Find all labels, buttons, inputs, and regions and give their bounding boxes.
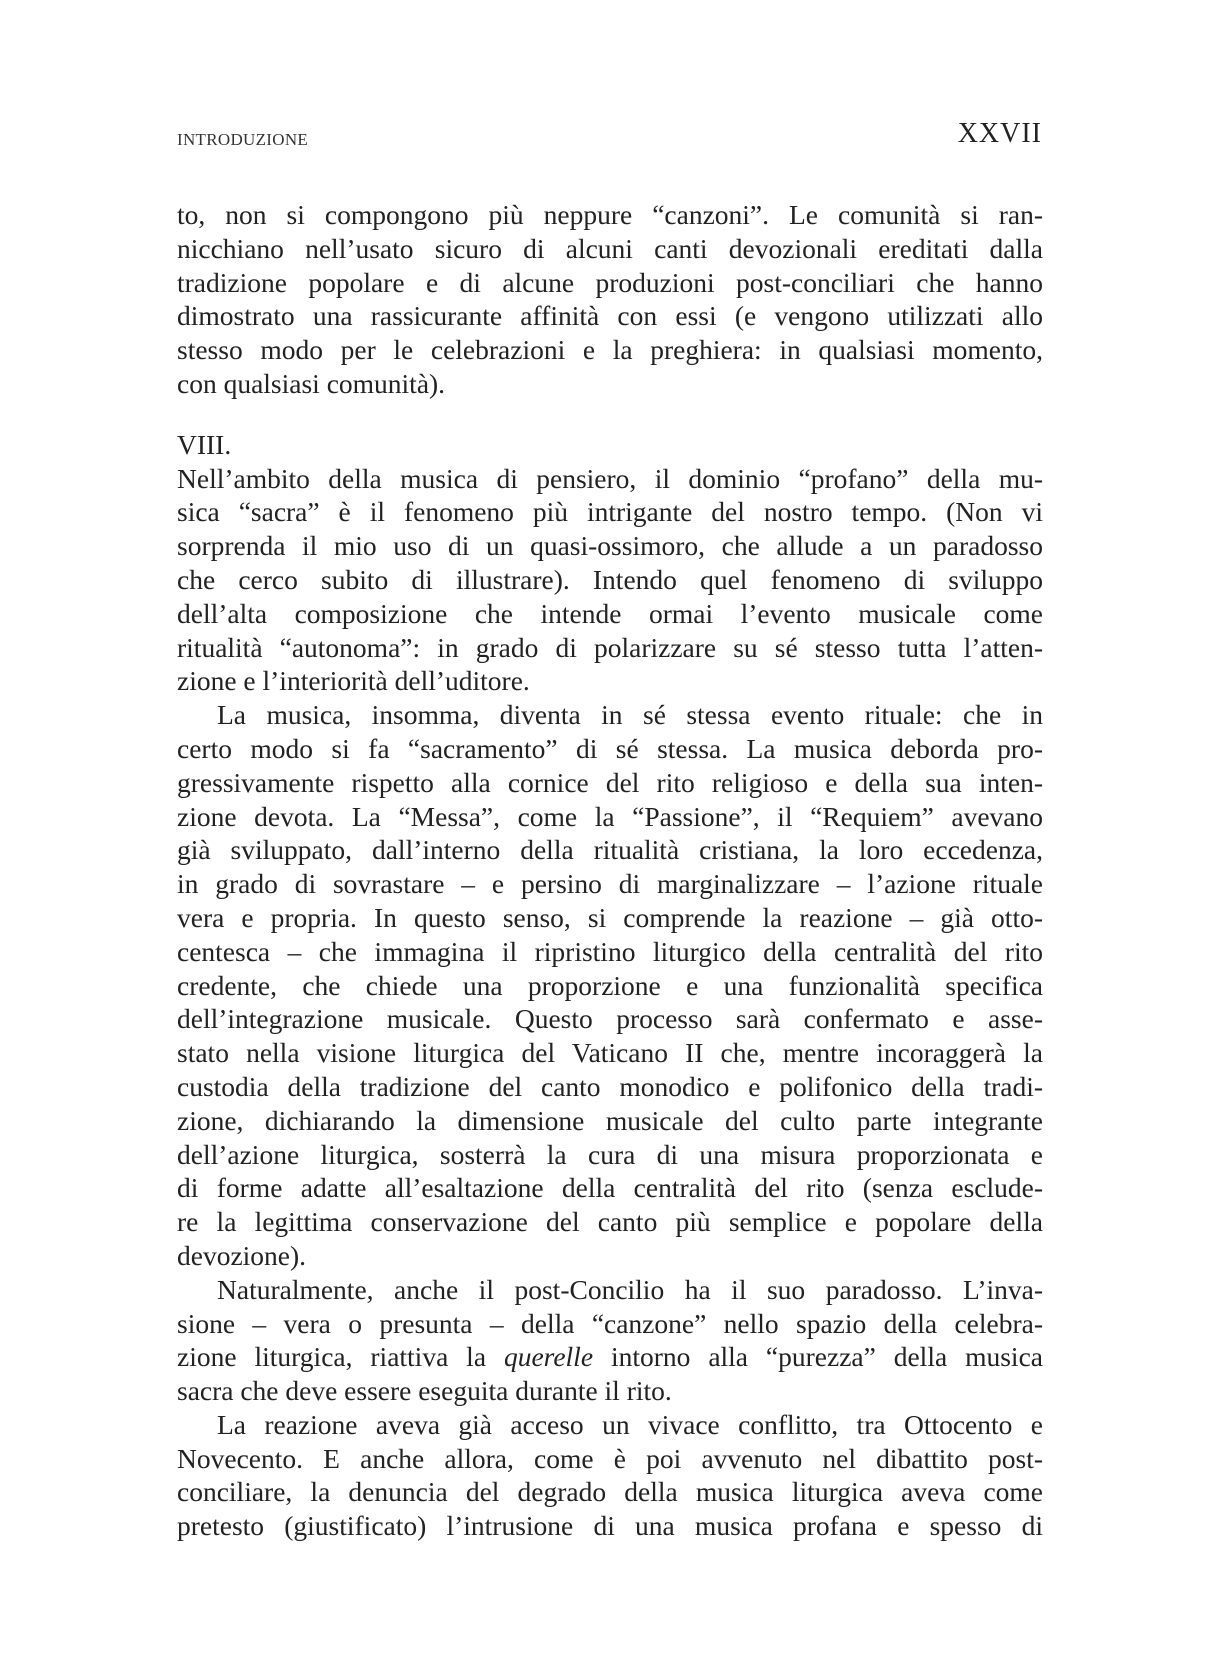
italic-term: querelle	[503, 1341, 594, 1373]
text-line: ritualità “autonoma”: in grado di polarizzare su sé stesso tutta l’atten-	[177, 631, 1043, 663]
text-line: dimostrato una rassicurante affinità con essi (e vengono utilizzati allo	[177, 300, 1043, 332]
text-line: Naturalmente, anche il post-Concilio ha il suo paradosso. L’inva-	[217, 1273, 1043, 1305]
text-line: vera e propria. In questo senso, si comprende la reazione – già otto-	[177, 901, 1043, 933]
paragraph	[177, 1273, 1043, 1408]
text-line: credente, che chiede una proporzione e una funzionalità specifica	[177, 969, 1043, 1001]
text-segment: intorno alla “purezza” della musica	[593, 1341, 1043, 1373]
text-line: La reazione aveva già acceso un vivace conflitto, tra Ottocento e	[217, 1408, 1043, 1440]
text-line	[177, 1340, 1043, 1374]
text-line: zione, dichiarando la dimensione musicale del culto parte integrante	[177, 1104, 1043, 1136]
text-line: sica “sacra” è il fenomeno più intrigante del nostro tempo. (Non vi	[177, 496, 1043, 528]
text-line: nicchiano nell’usato sicuro di alcuni canti devozionali ereditati dalla	[177, 232, 1043, 264]
paragraph	[177, 698, 1043, 1273]
text-line: che cerco subito di illustrare). Intendo quel fenomeno di sviluppo	[177, 563, 1043, 595]
paragraph	[177, 1408, 1043, 1543]
text-line: Novecento. E anche allora, come è poi avvenuto nel dibattito post-	[177, 1442, 1043, 1474]
text-line: to, non si compongono più neppure “canzoni”. Le comunità si ran-	[177, 199, 1043, 230]
text-line: La musica, insomma, diventa in sé stessa evento rituale: che in	[217, 699, 1043, 731]
text-line: zione e l’interiorità dell’uditore.	[177, 665, 530, 697]
text-line: Nell’ambito della musica di pensiero, il dominio “profano” della mu-	[177, 462, 1043, 494]
text-line: custodia della tradizione del canto monodico e polifonico della tradi-	[177, 1070, 1043, 1102]
running-head: INTRODUZIONE	[177, 130, 309, 149]
section-viii	[177, 428, 1043, 698]
text-line: pretesto (giustificato) l’intrusione di una musica profana e spesso di	[177, 1510, 1043, 1542]
text-line: gressivamente rispetto alla cornice del rito religioso e della sua inten-	[177, 766, 1043, 798]
text-line: centesca – che immagina il ripristino liturgico della centralità del rito	[177, 935, 1043, 967]
section-gap	[177, 401, 1043, 428]
text-line: certo modo si fa “sacramento” di sé stessa. La musica deborda pro-	[177, 732, 1043, 764]
text-line: sacra che deve essere eseguita durante il rito.	[177, 1375, 672, 1407]
text-line: di forme adatte all’esaltazione della centralità del rito (senza esclude-	[177, 1172, 1043, 1204]
section-heading: VIII.	[177, 428, 232, 460]
page-number: XXVII	[957, 118, 1042, 149]
text-line: stato nella visione liturgica del Vaticano II che, mentre incoraggerà la	[177, 1037, 1043, 1069]
body-text	[177, 198, 1043, 1543]
text-line: in grado di sovrastare – e persino di marginalizzare – l’azione rituale	[177, 868, 1043, 900]
text-line: dell’integrazione musicale. Questo processo sarà confermato e asse-	[177, 1003, 1043, 1035]
text-line: sorprenda il mio uso di un quasi-ossimoro, che allude a un paradosso	[177, 530, 1043, 562]
text-line: già sviluppato, dall’interno della ritualità cristiana, la loro eccedenza,	[177, 834, 1043, 866]
text-line: devozione).	[177, 1239, 307, 1271]
text-line: tradizione popolare e di alcune produzioni post-conciliari che hanno	[177, 266, 1043, 298]
text-line: stesso modo per le celebrazioni e la preghiera: in qualsiasi momento,	[177, 334, 1043, 366]
text-line: con qualsiasi comunità).	[177, 367, 446, 399]
text-line: re la legittima conservazione del canto più semplice e popolare della	[177, 1206, 1043, 1238]
text-line: dell’alta composizione che intende ormai l’evento musicale come	[177, 597, 1043, 629]
text-segment: zione liturgica, riattiva la	[177, 1341, 504, 1373]
text-line: zione devota. La “Messa”, come la “Passione”, il “Requiem” avevano	[177, 800, 1043, 832]
text-line: sione – vera o presunta – della “canzone” nello spazio della celebra-	[177, 1307, 1043, 1339]
paragraph-continuation	[177, 198, 1043, 401]
text-line: dell’azione liturgica, sosterrà la cura di una misura proporzionata e	[177, 1138, 1043, 1170]
text-line: conciliare, la denuncia del degrado della musica liturgica aveva come	[177, 1476, 1043, 1508]
